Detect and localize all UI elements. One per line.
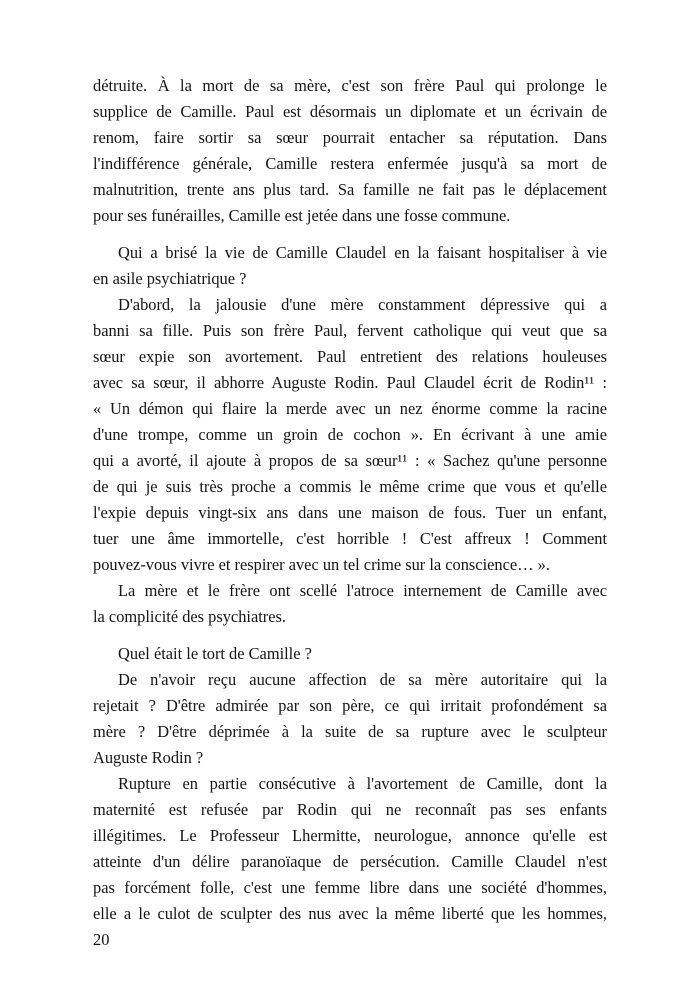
text-line: renom, faire sortir sa sœur pourrait entacher sa réputation. Dans	[93, 128, 607, 147]
text-line: l'indifférence générale, Camille restera enfermée jusqu'à sa mort de	[93, 154, 607, 173]
text-line: d'une trompe, comme un groin de cochon ». En écrivant à une amie	[93, 425, 607, 444]
text-line: avec sa sœur, il abhorre Auguste Rodin. Paul Claudel écrit de Rodin¹¹ :	[93, 373, 607, 392]
text-line: Quel était le tort de Camille ?	[118, 644, 312, 663]
text-line: en asile psychiatrique ?	[93, 269, 247, 288]
text-line: sœur expie son avortement. Paul entretient des relations houleuses	[93, 347, 607, 366]
text-line: maternité est refusée par Rodin qui ne reconnaît pas ses enfants	[93, 800, 607, 819]
text-line: « Un démon qui flaire la merde avec un nez énorme comme la racine	[93, 399, 607, 418]
paragraph	[93, 578, 607, 630]
text-line: rejetait ? D'être admirée par son père, ce qui irritait profondément sa	[93, 696, 607, 715]
page-number: 20	[93, 930, 110, 949]
text-line: banni sa fille. Puis son frère Paul, fervent catholique qui veut que sa	[93, 321, 607, 340]
paragraph	[93, 73, 607, 229]
text-line: pas forcément folle, c'est une femme libre dans une société d'hommes,	[93, 878, 607, 897]
text-line: illégitimes. Le Professeur Lhermitte, neurologue, annonce qu'elle est	[93, 826, 607, 845]
text-line: La mère et le frère ont scellé l'atroce internement de Camille avec	[118, 581, 607, 600]
text-line: pouvez-vous vivre et respirer avec un tel crime sur la conscience… ».	[93, 555, 550, 574]
text-line: l'expie depuis vingt-six ans dans une maison de fous. Tuer un enfant,	[93, 503, 608, 522]
text-block	[93, 73, 607, 927]
text-line: elle a le culot de sculpter des nus avec la même liberté que les hommes,	[93, 904, 607, 923]
text-line: D'abord, la jalousie d'une mère constamment dépressive qui a	[118, 295, 607, 314]
text-line: qui a avorté, il ajoute à propos de sa sœur¹¹ : « Sachez qu'une personne	[93, 451, 608, 470]
text-line: supplice de Camille. Paul est désormais un diplomate et un écrivain de	[93, 102, 607, 121]
text-line: malnutrition, trente ans plus tard. Sa famille ne fait pas le déplacement	[93, 180, 607, 199]
paragraph	[93, 771, 607, 927]
paragraph	[93, 240, 607, 292]
paragraph	[93, 667, 607, 771]
text-line: atteinte d'un délire paranoïaque de persécution. Camille Claudel n'est	[93, 852, 607, 871]
text-line: la complicité des psychiatres.	[93, 607, 286, 626]
text-line: pour ses funérailles, Camille est jetée dans une fosse commune.	[93, 206, 511, 225]
text-line: détruite. À la mort de sa mère, c'est son frère Paul qui prolonge le	[93, 76, 607, 95]
text-line: De n'avoir reçu aucune affection de sa mère autoritaire qui la	[118, 670, 607, 689]
paragraph	[93, 292, 607, 578]
text-line: tuer une âme immortelle, c'est horrible ! C'est affreux ! Comment	[93, 529, 607, 548]
text-line: Auguste Rodin ?	[93, 748, 204, 767]
text-line: de qui je suis très proche a commis le même crime que vous et qu'elle	[93, 477, 607, 496]
text-line: Qui a brisé la vie de Camille Claudel en la faisant hospitaliser à vie	[118, 243, 607, 262]
paragraph	[93, 641, 607, 667]
text-line: Rupture en partie consécutive à l'avortement de Camille, dont la	[118, 774, 607, 793]
text-line: mère ? D'être déprimée à la suite de sa rupture avec le sculpteur	[93, 722, 607, 741]
